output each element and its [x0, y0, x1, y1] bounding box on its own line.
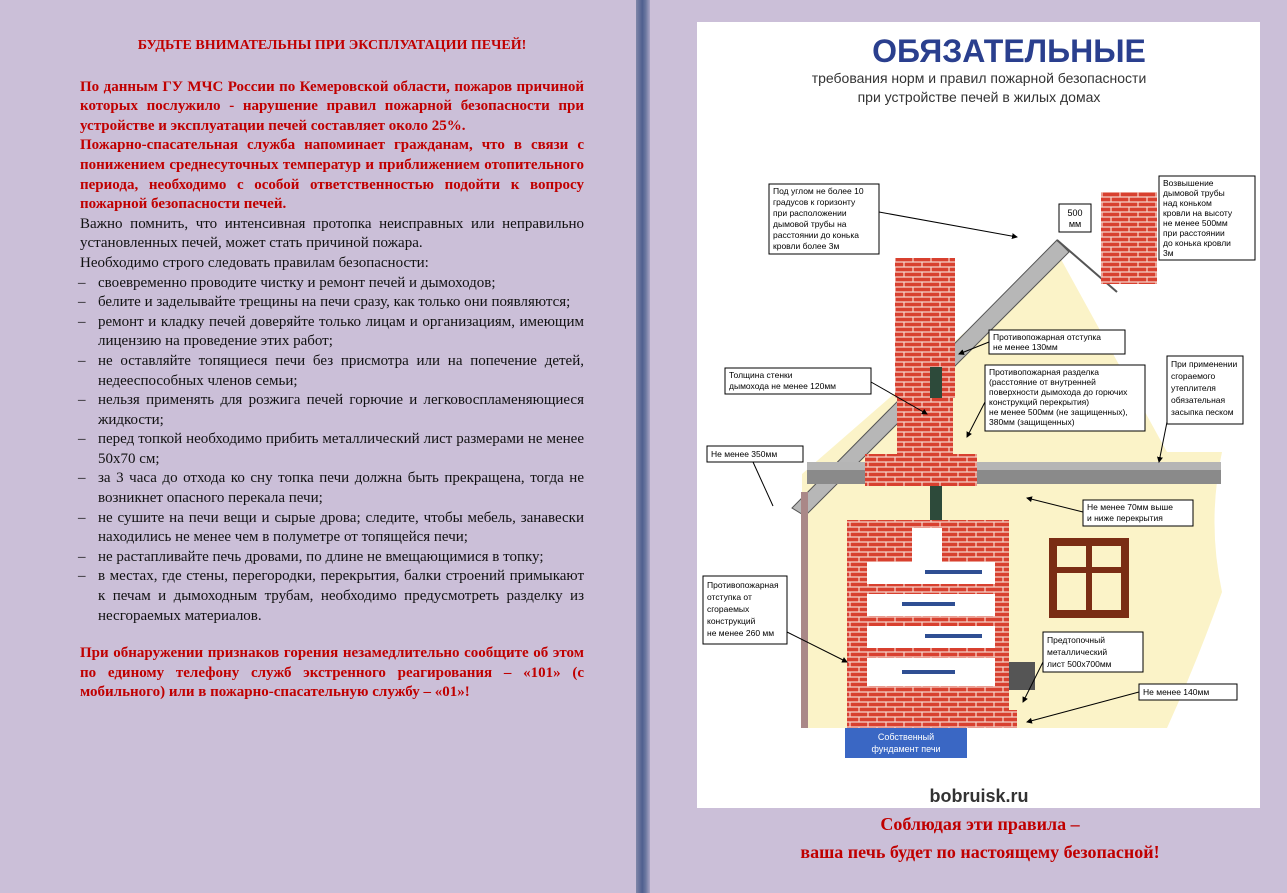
- intro-paragraph: По данным ГУ МЧС России по Кемеровской области, пожаров причиной которых послужило - нарушение правил пожарной безопасности при устройстве и эксплуатации печей составляет около 25%.: [80, 78, 584, 134]
- label-otstupka130: Противопожарная отступка не менее 130мм: [993, 332, 1101, 352]
- label-razdelka: Противопожарная разделка (расстояние от внутренней поверхности дымохода до горючих конструкций перекрытия) не менее 500мм (не защищенных), 380мм (защищенных): [989, 367, 1128, 427]
- label-raise: Возвышение дымовой трубы над коньком кровли на высоту не менее 500мм при расстоянии до конька кровли 3м: [1163, 178, 1233, 258]
- label-angle: Под углом не более 10 градусов к горизонту при расположении дымовой трубы на расстоянии до конька кровли более 3м: [773, 186, 864, 251]
- fire-safety-poster: [697, 22, 1260, 808]
- label-140: Не менее 140мм: [1143, 687, 1210, 697]
- label-insul: При применении сгораемого утеплителя обязательная засыпка песком: [1171, 359, 1238, 417]
- angle-leader: [879, 212, 1017, 237]
- label-wall: Толщина стенки дымохода не менее 120мм: [729, 370, 837, 391]
- caption-line-1: Соблюдая эти правила –: [880, 814, 1080, 834]
- rule-item: – ремонт и кладку печей доверяйте только лицам и организациям, имеющим лицензию на проведение этих работ;: [80, 313, 584, 352]
- poster-subtitle-1: требования норм и правил пожарной безопасности: [811, 70, 1147, 86]
- rule-item: – не растапливайте печь дровами, по длине не вмещающимися в топку;: [80, 548, 584, 568]
- document-text: [80, 36, 584, 703]
- rule-item: – не оставляйте топящиеся печи без присмотра или на попечение детей, недееспособных членов семьи;: [80, 352, 584, 391]
- leader-350: [753, 462, 773, 506]
- chimney-razdelka: [865, 454, 977, 486]
- label-sheet: Предтопочный металлический лист 500х700мм: [1047, 635, 1112, 669]
- foundation-label-1: Собственный: [877, 732, 935, 742]
- stove-neck: [912, 528, 942, 568]
- emergency-paragraph: При обнаружении признаков горения незамедлительно сообщите об этом по единому телефону служб экстренного реагирования – «101» (с мобильного) или в пожарно-спасательную службу – «01»!: [80, 645, 584, 701]
- label-500-unit: мм: [1068, 219, 1082, 229]
- chimney: [895, 258, 955, 398]
- rules-list: [80, 274, 584, 627]
- label-otstupka260: Противопожарная отступка от сгораемых конструкций не менее 260 мм: [707, 580, 779, 638]
- page-gutter: [636, 0, 650, 893]
- label-350: Не менее 350мм: [711, 449, 778, 459]
- rule-item: – своевременно проводите чистку и ремонт печей и дымоходов;: [80, 274, 584, 294]
- poster-title: ОБЯЗАТЕЛЬНЫЕ: [872, 33, 1146, 69]
- rule-item: – в местах, где стены, перегородки, перекрытия, балки строений примыкают к печам и дымоходным трубам, необходимо предусмотреть разделку из несгораемых материалов.: [80, 567, 584, 626]
- warning-paragraph: Важно помнить, что интенсивная протопка неисправных или неправильно установленных печей, может стать причиной пожара.: [80, 215, 584, 252]
- left-wall: [801, 492, 808, 728]
- chimney-lower: [897, 398, 953, 458]
- foundation-label-2: фундамент печи: [871, 744, 941, 754]
- rule-item: – белите и заделывайте трещины на печи сразу, как только они появляются;: [80, 293, 584, 313]
- rule-item: – не сушите на печи вещи и сырые дрова; следите, чтобы мебель, занавески находились не менее чем в полуметре от топящейся печи;: [80, 509, 584, 548]
- rule-item: – нельзя применять для розжига печей горючие и легковоспламеняющиеся жидкости;: [80, 391, 584, 430]
- rule-item: – за 3 часа до отхода ко сну топка печи должна быть прекращена, тогда не возникнет опасного перекала печи;: [80, 469, 584, 508]
- stove-diagram: [697, 22, 1260, 808]
- poster-subtitle-2: при устройстве печей в жилых домах: [857, 89, 1101, 105]
- poster-site: bobruisk.ru: [929, 786, 1029, 806]
- rule-item: – перед топкой необходимо прибить металлический лист размерами не менее 50х70 см;: [80, 430, 584, 469]
- stove-base: [847, 710, 1017, 728]
- caption-line-2: ваша печь будет по настоящему безопасной!: [800, 842, 1160, 862]
- rules-intro: Необходимо строго следовать правилам безопасности:: [80, 254, 429, 271]
- label-500-value: 500: [1067, 208, 1083, 218]
- service-paragraph: Пожарно-спасательная служба напоминает гражданам, что в связи с понижением среднесуточных температур и приближением отопительного периода, необходимо с особой ответственностью подойти к вопросу пожарной безопасности печей.: [80, 137, 584, 213]
- chimney-above-ridge: [1101, 192, 1157, 284]
- label-70: Не менее 70мм выше и ниже перекрытия: [1087, 502, 1173, 523]
- left-page: [0, 0, 636, 893]
- document-heading: БУДЬТЕ ВНИМАТЕЛЬНЫ ПРИ ЭКСПЛУАТАЦИИ ПЕЧЕЙ!: [137, 38, 527, 53]
